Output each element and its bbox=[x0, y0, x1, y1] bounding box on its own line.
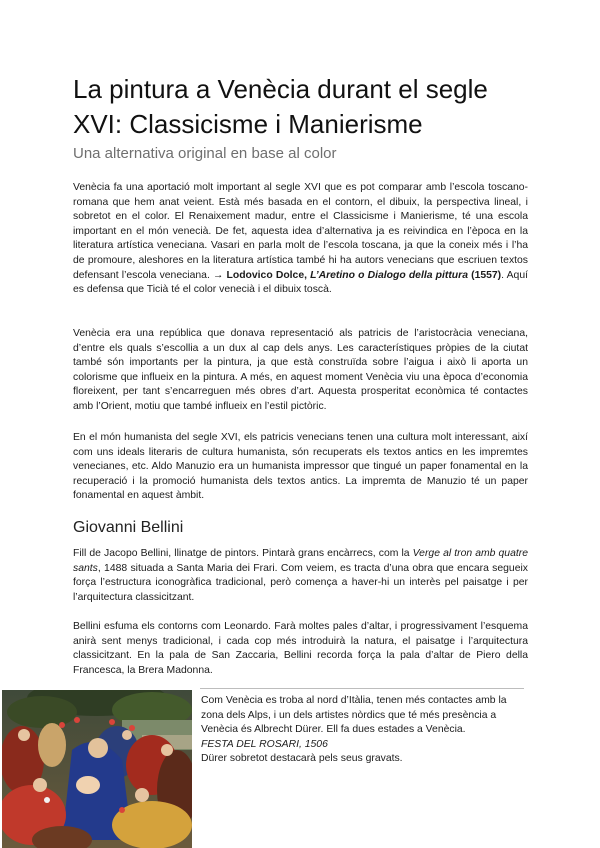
reference-author: Lodovico Dolce, bbox=[226, 269, 307, 281]
image-caption bbox=[201, 694, 531, 767]
section-heading-bellini: Giovanni Bellini bbox=[73, 519, 184, 536]
paragraph-text: Venècia fa una aportació molt important al segle XVI que es pot comparar amb l’escola toscano-romana que hem anat veient. Està més basada en el contorn, el dibuix, la perspectiva lineal, i sobretot en el color. El Renaixement madur, entre el Classicisme i Manierisme, té una escola important en el món venecià. De fet, aquesta idea d’alternativa ja es reivindica en l’època en la literatura artística veneciana. Vasari en parla molt de l’escola toscana, ja que la coneix més i l’ha de promoure, aleshores en la literatura artística també hi ha autors venecians que escriuen textos defensant l’escola veneciana. → bbox=[73, 182, 528, 281]
paragraph-text: Fill de Jacopo Bellini, llinatge de pintors. Pintarà grans encàrrecs, com la bbox=[73, 548, 413, 559]
paragraph-venice-republic: Venècia era una república que donava representació als patricis de l’aristocràcia veneciana, d’entre els quals s’escollia a un dux al cap dels anys. Les característiques pròpies de la ciutat també són importants per la pintura, ja que està construïda sobre l’aigua i això li aporta un colorisme que influeix en la pintura. A més, en aquest moment Venècia viu una època d’economia floreixent, per tant s’encarreguen més obres d’art. Aquesta prosperitat econòmica té contactes amb l’Orient, motiu que també influeix en l’estil pictòric. bbox=[73, 328, 528, 412]
caption-note: Dürer sobretot destacarà pels seus gravats. bbox=[201, 753, 403, 765]
reference-work-title: L’Aretino o Dialogo della pittura bbox=[310, 269, 468, 281]
caption-artwork-title: FESTA DEL ROSARI, 1506 bbox=[201, 738, 328, 750]
page-title: La pintura a Venècia durant el segle XVI: Classicisme i Manierisme bbox=[73, 74, 488, 139]
paragraph-text-end: , 1488 situada a Santa Maria dei Frari. Com veiem, es tracta d’una obra que encara segueix força l’estructura iconogràfica tradicional, però comença a haver-hi un interès pel paisatge i per l’arquitectura classicitzant. bbox=[73, 562, 528, 603]
paragraph-text-end: . Aquí es defensa que Ticià té el color venecià i el dibuix toscà. bbox=[73, 269, 528, 296]
page-subtitle: Una alternativa original en base al color bbox=[73, 145, 337, 162]
paragraph-humanism: En el món humanista del segle XVI, els patricis venecians tenen una cultura molt interessant, així com uns ideals literaris de cultura humanista, són recuperats els textos antics en les impremtes venecianes, etc. Aldo Manuzio era un humanista impressor que tingué un paper fonamental en la recuperació i la promoció humanista dels textos antics. La impremta de Manuzio té un paper fonamental en aquest àmbit. bbox=[73, 432, 528, 502]
paragraph-venice-intro bbox=[73, 181, 528, 298]
paragraph-bellini-style: Bellini esfuma els contorns com Leonardo. Farà moltes pales d’altar, i progressivament l’esquema anirà sent menys tradicional, i cada cop més introduirà la natura, el paisatge i l’arquitectura classicitzant. En la pala de San Zaccaria, Bellini recorda força la pala d’altar de Piero della Francesca, la Brera Madonna. bbox=[73, 621, 528, 676]
paragraph-bellini-bio bbox=[73, 547, 528, 605]
rosary-painting-image bbox=[2, 690, 192, 848]
artwork-title: Verge al tron amb quatre sants bbox=[73, 548, 528, 574]
caption-divider bbox=[200, 688, 524, 689]
caption-text: Com Venècia es troba al nord d’Itàlia, tenen més contactes amb la zona dels Alps, i un dels artistes nòrdics que té més presència a Venècia és Albrecht Dürer. Ell fa dues estades a Venècia. bbox=[201, 695, 507, 736]
reference-year: (1557) bbox=[467, 269, 502, 281]
